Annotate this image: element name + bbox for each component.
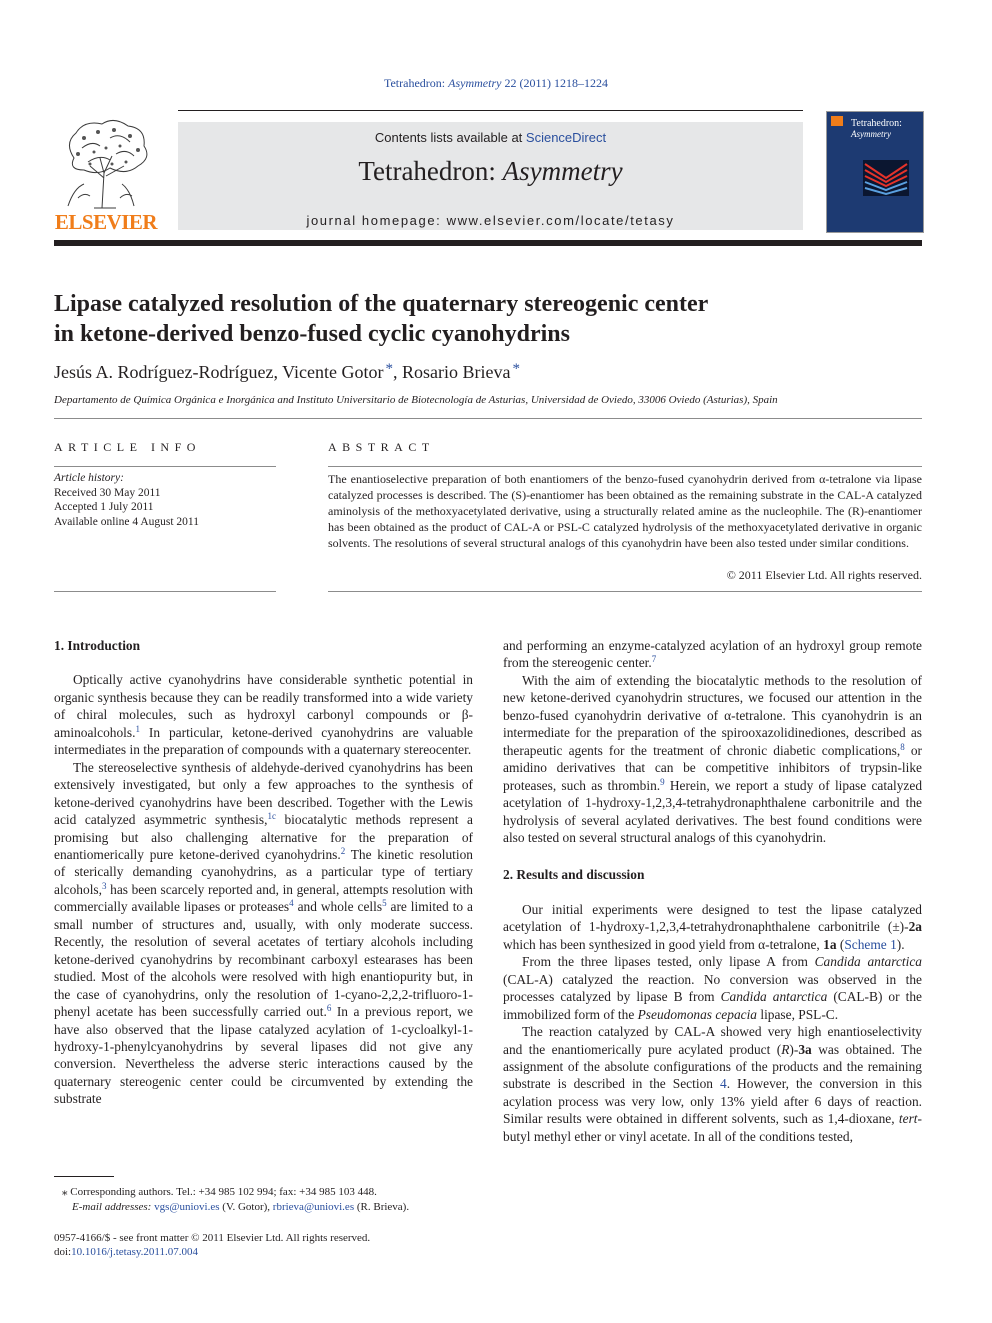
abstract-text: The enantioselective preparation of both enantiomers of the benzo-fused cyanohydrin derived from α-tetralone via lipase catalyzed processes is described. The (S)-enantiomer has been obtained as the remaining substrate in the CAL-A catalyzed aminolysis of the methoxyacetylated derivative, using a structurally related amine as the nucleophile. The (R)-enantiomer has been obtained as the product of CAL-A or PSL-C catalyzed hydrolysis of the methoxyacetylated derivative in organic solvents. The resolutions of several structural analogs of this cyanohydrin have been also tested under similar conditions. <box>328 472 922 550</box>
section-heading-introduction: 1. Introduction <box>54 638 141 653</box>
cover-elsevier-icon <box>831 116 843 126</box>
scheme-link[interactable]: Scheme 1 <box>844 936 897 952</box>
corresponding-star[interactable]: * <box>385 361 394 377</box>
tree-icon <box>54 118 158 210</box>
corresponding-star[interactable]: * <box>512 361 521 377</box>
info-bottom-rule <box>54 591 276 592</box>
ref-link[interactable]: 1 <box>135 723 140 734</box>
article-title: Lipase catalyzed resolution of the quaternary stereogenic center in ketone-derived benzo-fused cyclic cyanohydrins <box>54 291 709 347</box>
abstract-copyright: © 2011 Elsevier Ltd. All rights reserved. <box>726 568 922 582</box>
ref-link[interactable]: 1c <box>267 811 276 822</box>
info-rule <box>54 466 276 467</box>
footnote-corresponding: ⁎ Corresponding authors. Tel.: +34 985 102 994; fax: +34 985 103 448. E-mail addresses: vgs@uniovi.es (V. Gotor), rbrieva@uniovi.es (R. Brieva). <box>62 1186 410 1213</box>
email-link-brieva[interactable]: rbrieva@uniovi.es <box>272 1201 355 1213</box>
footnote-rule <box>54 1176 114 1177</box>
ref-link[interactable]: 3 <box>101 880 107 891</box>
section-heading-results: 2. Results and discussion <box>503 867 645 883</box>
ref-link[interactable]: 8 <box>900 741 905 752</box>
ref-link[interactable]: 4 <box>289 898 294 909</box>
abstract-heading: ABSTRACT <box>328 440 435 454</box>
journal-banner <box>178 122 803 230</box>
affiliation-rule <box>54 418 922 419</box>
intro-paragraph: The stereoselective synthesis of aldehyde-derived cyanohydrins has been extensively investigated, but only a few approaches to the synthesis of ketone-derived cyanohydrins have been described. Together with the Lewis acid catalyzed asymmetric synthesis,$^{1c}$ biocatalytic methods represent a promising but also challenging alternative for the preparation of enantiomerically pure ketone-derived cyanohydrins.$^2$ The kinetic resolution of sterically demanding cyanohydrins, as a particular type of tertiary alcohols,$^3$ has been scarcely reported and, in general, attempts resolution with commercially available lipases or proteases$^4$ and whole cells$^5$ are limited to a small number of structures and, usually, with only moderate success. Recently, the resolution of several acetates of tertiary alcohols including ketone-derived cyanohydrins by recombinant carboxyl estearases has been studied. Most of the alcohols were resolved with high enantiopurity but, in the case of cyanohydrins, only the resolution of 1-cyano-2,2,2-trifluoro-1-phenyl acetate has been successfully carried out.$^6$ In a previous report, we have also observed that the lipase catalyzed acylation of 1-cycloalkyl-1-hydroxy-1-phenylcyanohydrins by several lipases did not give any conversion. Nevertheless the adverse steric interactions caused by the quaternary stereogenic center could be circumvented by extending the substrate <box>54 759 473 1107</box>
ref-link[interactable]: 6 <box>326 1003 332 1014</box>
ref-link[interactable]: 5 <box>382 898 387 909</box>
article-history: Article history: Received 30 May 2011 Accepted 1 July 2011 Available online 4 August 2011 <box>54 472 200 528</box>
body-paragraph: Our initial experiments were designed to test the lipase catalyzed acetylation of 1-hydroxy-1,2,3,4-tetrahydronaphthalene carbonitrile (±)-2a which has been synthesized in good yield from α-tetralone, 1a (Scheme 1). <box>503 901 922 952</box>
header-top-rule <box>178 110 803 111</box>
cover-graphic-icon <box>863 160 909 196</box>
journal-cover-thumbnail[interactable] <box>826 111 924 233</box>
author-brieva[interactable]: Rosario Brieva <box>402 362 511 382</box>
abstract-rule <box>328 466 922 467</box>
body-paragraph: From the three lipases tested, only lipase A from Candida antarctica (CAL-A) catalyzed the reaction. No conversion was observed in the processes catalyzed by lipase B from Candida antarctica (CAL-B) or the immobilized form of the Pseudomonas cepacia lipase, PSL-C. <box>503 954 922 1022</box>
intro-paragraph: Optically active cyanohydrins have considerable synthetic potential in organic synthesis because they can be readily transformed into a wide variety of chiral molecules, such as hydroxyl carbonyl compounds or β-aminoalcohols.$^1$ In particular, ketone-derived cyanohydrins are valuable intermediates in the preparation of compounds with a quaternary stereocenter. <box>54 672 473 758</box>
section-link[interactable]: 4 <box>720 1076 727 1092</box>
journal-title: Tetrahedron: Asymmetry <box>358 156 623 186</box>
ref-link[interactable]: 2 <box>340 845 346 856</box>
ref-link[interactable]: 9 <box>660 776 665 787</box>
left-column <box>54 637 473 1108</box>
journal-homepage[interactable]: journal homepage: www.elsevier.com/locate/tetasy <box>306 213 675 228</box>
front-matter-info: 0957-4166/$ - see front matter © 2011 Elsevier Ltd. All rights reserved. doi:10.1016/j.tetasy.2011.07.004 <box>54 1232 371 1258</box>
affiliation: Departamento de Química Orgánica e Inorgánica and Instituto Universitario de Biotecnología de Asturias, Universidad de Oviedo, 33006 Oviedo (Asturias), Spain <box>54 394 778 406</box>
ref-link[interactable]: 7 <box>651 654 657 665</box>
body-paragraph: The reaction catalyzed by CAL-A showed very high enantioselectivity and the enantiomerically pure acylated product (R)-3a was obtained. The assignment of the absolute configurations of the products and the remaining substrate is described in the Section 4. However, the conversion in this acylation process was very low, only 13% yield after 6 days of reaction. Similar results were obtained in different solvents, such as 1,4-dioxane, tert-butyl methyl ether or vinyl acetate. In all of the conditions tested, <box>503 1024 922 1144</box>
author-gotor[interactable]: Vicente Gotor <box>282 362 384 382</box>
journal-citation[interactable]: Tetrahedron: Asymmetry 22 (2011) 1218–1224 <box>383 76 608 90</box>
email-link-gotor[interactable]: vgs@uniovi.es <box>154 1201 220 1213</box>
cover-title: Tetrahedron: Asymmetry <box>851 118 902 139</box>
body-paragraph: With the aim of extending the biocatalytic methods to the resolution of new ketone-derived cyanohydrin structures, we focused our attention in the benzo-fused cyanohydrin derivative of α-tetralone. This cyanohydrin is an intermediate for the preparation of the spirooxazolidinediones, described as therapeutic agents for the treatment of chronic diabetic complications,$^8$ or amidino derivatives that can be competitive inhibitors of trypsin-like proteases, such as thrombin.$^9$ Herein, we report a study of lipase catalyzed acetylation of 1-hydroxy-1,2,3,4-tetrahydronaphthalene carbonitrile and the hydrolysis of several acylated derivatives. The best found conditions were also tested on several structural analogs of this cyanohydrin. <box>503 672 923 845</box>
sciencedirect-link[interactable]: ScienceDirect <box>525 130 607 145</box>
abstract-bottom-rule <box>328 591 922 592</box>
doi-link[interactable]: 10.1016/j.tetasy.2011.07.004 <box>71 1246 199 1258</box>
contents-available: Contents lists available at ScienceDirect <box>374 130 607 145</box>
right-column <box>503 637 922 1145</box>
elsevier-wordmark: ELSEVIER <box>54 210 158 234</box>
body-paragraph: and performing an enzyme-catalyzed acylation of an hydroxyl group remote from the stereogenic center.$^7$ <box>503 638 922 671</box>
article-info-heading: ARTICLE INFO <box>54 440 201 454</box>
author-list: Jesús A. Rodríguez-Rodríguez, Vicente Gotor *, Rosario Brieva * <box>54 361 521 382</box>
header-thick-rule <box>54 240 922 246</box>
